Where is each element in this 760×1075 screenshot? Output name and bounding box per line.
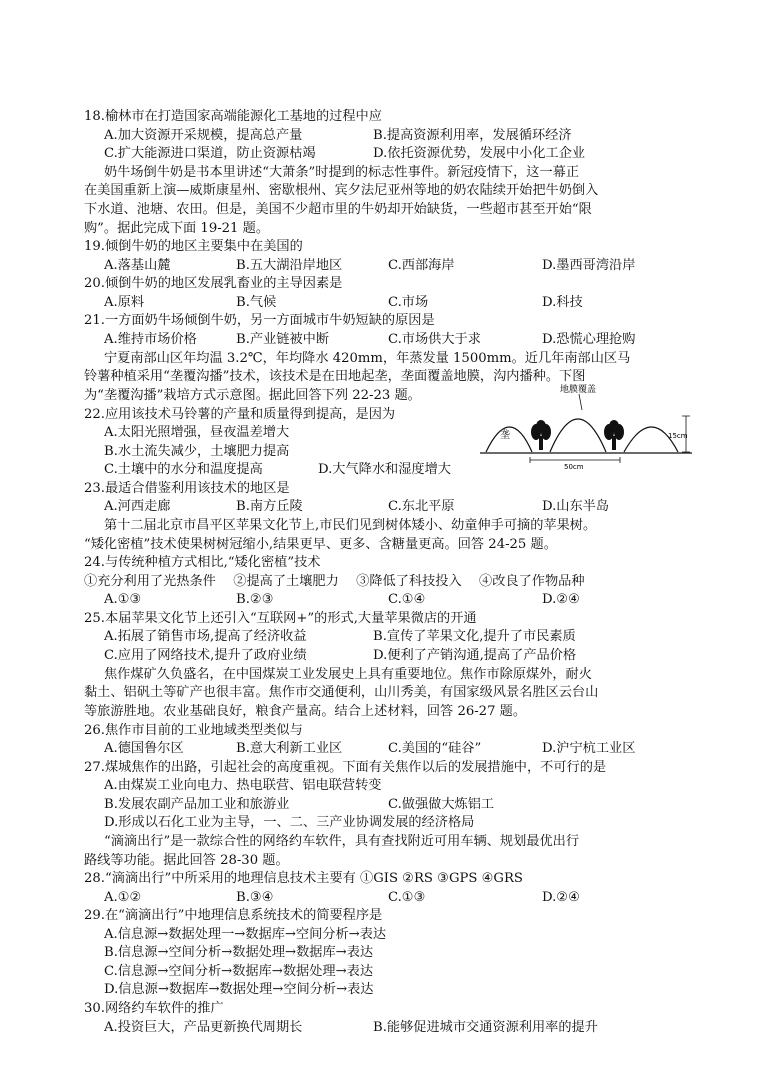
q24-stem: 24.与传统种植方式相比,“矮化密植”技术 [84,555,321,570]
material-22-line-3: 为“垄覆沟播”栽培方式示意图。据此回答下列 22-23 题。 [84,388,421,403]
q28-option-d: D.②④ [542,890,580,905]
q21-option-a: A.维持市场价格 [104,332,197,347]
q24-option-a: A.①③ [104,592,142,607]
q24-statements: ①充分利用了光热条件 ②提高了土壤肥力 ③降低了科技投入 ④改良了作物品种 [84,574,585,589]
material-26-line-3: 等旅游胜地。农业基础良好，粮食产量高。结合上述材料，回答 26-27 题。 [84,704,527,719]
material-22-line-1: 宁夏南部山区年均温 3.2℃，年均降水 420mm，年蒸发量 1500mm。近几年南部山区马 [104,351,631,366]
q23-option-b: B.南方丘陵 [236,499,303,514]
film-label: 地膜覆盖 [560,385,597,395]
q23-option-a: A.河西走廊 [104,499,171,514]
ridge-furrow-diagram [478,380,698,470]
material-22-line-2: 铃薯种植采用“垄覆沟播”技术，该技术是在田地起垄，垄面覆盖地膜，沟内播种。下图 [84,369,586,384]
q25-stem: 25.本届苹果文化节上还引入“互联网+”的形式,大量苹果微店的开通 [84,611,477,626]
q28-stem: 28.“滴滴出行”中所采用的地理信息技术主要有 ①GIS ②RS ③GPS ④GRS [84,871,523,886]
q28-option-b: B.③④ [236,890,274,905]
material-19-line-3: 下水道、池塘、农田。但是，美国不少超市里的牛奶却开始缺货，一些超市甚至开始“限 [84,202,592,217]
q27-option-c: C.做强做大炼铝工 [388,797,495,812]
ridge-middle [550,419,606,452]
q25-option-b: B.宣传了苹果文化,提升了市民素质 [373,629,576,644]
ridge-label: 垄 [500,430,510,441]
q22-option-d: D.大气降水和湿度增大 [318,462,451,477]
height-label: 15cm [668,432,688,440]
material-24-line-1: 第十二届北京市昌平区苹果文化节上,市民们见到树体矮小、幼童伸手可摘的苹果树。 [104,518,597,533]
q24-option-c: C.①④ [388,592,426,607]
potato-plant-right [604,420,624,450]
q23-stem: 23.最适合借鉴利用该技术的地区是 [84,481,290,496]
q19-option-b: B.五大湖沿岸地区 [236,258,343,273]
q24-option-d: D.②④ [542,592,580,607]
q19-option-c: C.西部海岸 [388,258,455,273]
material-19-line-2: 在美国重新上演—威斯康星州、密歇根州、宾夕法尼亚州等地的奶农陆续开始把牛奶倒入 [84,183,599,198]
q27-option-a: A.由煤炭工业向电力、热电联营、铝电联营转变 [104,778,382,793]
q29-option-b: B.信息源→空间分析→数据处理→数据库→表达 [104,945,374,960]
q23-option-d: D.山东半岛 [542,499,610,514]
q27-option-d: D.形成以石化工业为主导，一、二、三产业协调发展的经济格局 [104,815,475,830]
material-19-line-1: 奶牛场倒牛奶是书本里讲述“大萧条”时提到的标志性事件。新冠疫情下，这一幕正 [104,165,580,180]
q22-option-a: A.太阳光照增强，昼夜温差增大 [104,425,290,440]
q18-option-d: D.依托资源优势，发展中小化工企业 [373,146,586,161]
q23-option-c: C.东北平原 [388,499,455,514]
material-19-line-4: 购”。据此完成下面 19-21 题。 [84,221,270,236]
film-pointer [579,394,582,410]
q29-option-d: D.信息源→数据库→数据处理→空间分析→表达 [104,982,374,997]
potato-plant-left [531,420,551,450]
material-28-line-2: 路线等功能。据此回答 28-30 题。 [84,853,289,868]
q28-option-c: C.①③ [388,890,426,905]
material-24-line-2: “矮化密植”技术使果树树冠缩小,结果更早、更多、含糖量更高。回答 24-25 题。 [84,537,557,552]
q28-option-a: A.①② [104,890,142,905]
q21-option-b: B.产业链被中断 [236,332,330,347]
q25-option-c: C.应用了网络技术,提升了政府业绩 [104,648,307,663]
q29-stem: 29.在“滴滴出行”中地理信息系统技术的简要程序是 [84,908,383,923]
q20-stem: 20.倾倒牛奶的地区发展乳畜业的主导因素是 [84,276,343,291]
q27-option-b: B.发展农副产品加工业和旅游业 [104,797,290,812]
q22-stem: 22.应用该技术马铃薯的产量和质量得到提高，是因为 [84,407,396,422]
q20-option-b: B.气候 [236,295,277,310]
q26-option-d: D.沪宁杭工业区 [542,741,636,756]
q27-stem: 27.煤城焦作的出路，引起社会的高度重视。下面有关焦作以后的发展措施中，不可行的是 [84,760,607,775]
q30-option-b: B.能够促进城市交通资源利用率的提升 [373,1020,598,1035]
q21-stem: 21.一方面奶牛场倾倒牛奶，另一方面城市牛奶短缺的原因是 [84,313,435,328]
width-label: 50cm [564,463,584,470]
material-26-line-2: 黏土、铝矾土等矿产也很丰富。焦作市交通便利，山川秀美，有国家级风景名胜区云台山 [84,685,599,700]
q24-option-b: B.②③ [236,592,274,607]
q25-option-d: D.便利了产销沟通,提高了产品价格 [373,648,577,663]
q19-option-d: D.墨西哥湾沿岸 [542,258,636,273]
q21-option-d: D.恐慌心理抢购 [542,332,636,347]
material-28-line-1: “滴滴出行”是一款综合性的网络约车软件，具有查找附近可用车辆、规划最优出行 [104,834,580,849]
q18-stem: 18.榆林市在打造国家高端能源化工基地的过程中应 [84,109,382,124]
q26-option-a: A.德国鲁尔区 [104,741,184,756]
q19-stem: 19.倾倒牛奶的地区主要集中在美国的 [84,239,303,254]
material-26-line-1: 焦作煤矿久负盛名，在中国煤炭工业发展史上具有重要地位。焦作市除原煤外，耐火 [104,667,592,682]
q26-stem: 26.焦作市目前的工业地域类型类似与 [84,723,303,738]
q30-stem: 30.网络约车软件的推广 [84,1001,224,1016]
q18-option-a: A.加大资源开采规模，提高总产量 [104,128,303,143]
q19-option-a: A.落基山麓 [104,258,171,273]
q25-option-a: A.拓展了销售市场,提高了经济收益 [104,629,307,644]
q20-option-c: C.市场 [388,295,429,310]
q26-option-c: C.美国的“硅谷” [388,741,482,756]
q30-option-a: A.投资巨大，产品更新换代周期长 [104,1020,303,1035]
q22-option-c: C.土壤中的水分和温度提高 [104,462,263,477]
q20-option-d: D.科技 [542,295,583,310]
q18-option-b: B.提高资源利用率，发展循环经济 [373,128,572,143]
q29-option-a: A.信息源→数据处理一→数据库→空间分析→表达 [104,927,387,942]
q20-option-a: A.原料 [104,295,145,310]
q29-option-c: C.信息源→空间分析→数据库→数据处理→表达 [104,964,374,979]
q18-option-c: C.扩大能源进口渠道，防止资源枯竭 [104,146,316,161]
q26-option-b: B.意大利新工业区 [236,741,343,756]
q22-option-b: B.水土流失减少，土壤肥力提高 [104,444,290,459]
q21-option-c: C.市场供大于求 [388,332,481,347]
